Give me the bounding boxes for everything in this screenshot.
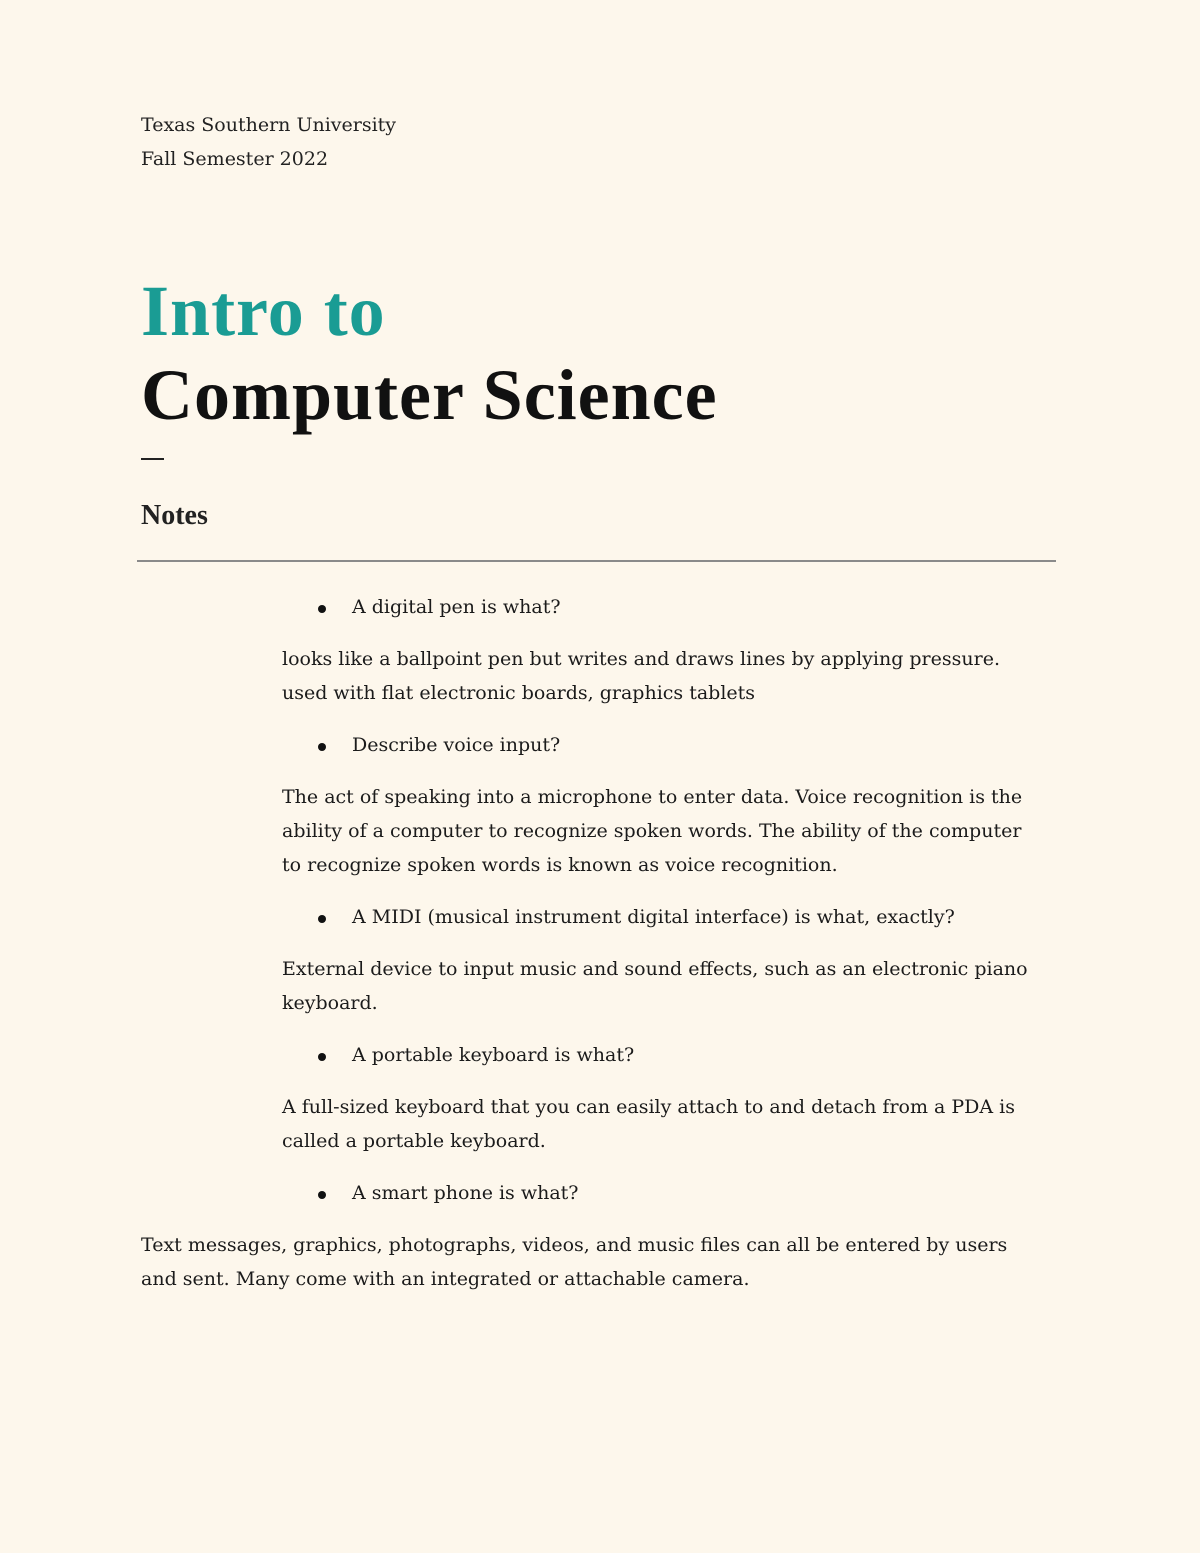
- question-text: A smart phone is what?: [352, 1182, 579, 1204]
- bullet-icon: [318, 1191, 326, 1199]
- title-divider-dash: [141, 458, 164, 460]
- answer-text: looks like a ballpoint pen but writes and draws lines by applying pressure. used with flat electronic boards, graphics tablets: [282, 648, 1000, 704]
- title-accent-line: Intro to: [141, 271, 386, 351]
- answer-text: The act of speaking into a microphone to enter data. Voice recognition is the ability of a computer to recognize spoken words. The ability of the computer to recognize spoken words is known as voice recognition.: [282, 786, 1023, 876]
- list-item-question: [318, 1176, 1200, 1210]
- institution-name: Texas Southern University: [141, 114, 397, 136]
- section-rule: [137, 560, 1056, 562]
- answer-text: A full-sized keyboard that you can easily attach to and detach from a PDA is called a portable keyboard.: [282, 1096, 1016, 1152]
- bullet-icon: [318, 743, 326, 751]
- bullet-icon: [318, 605, 326, 613]
- list-item-question: [318, 590, 1200, 624]
- semester-label: Fall Semester 2022: [141, 148, 329, 170]
- answer-text: Text messages, graphics, photographs, videos, and music files can all be entered by users and sent. Many come with an integrated or attachable camera.: [141, 1234, 1008, 1290]
- notes-list: [0, 590, 1200, 1314]
- question-text: A MIDI (musical instrument digital interface) is what, exactly?: [352, 906, 955, 928]
- section-heading-notes: Notes: [141, 500, 208, 531]
- list-item-question: [318, 900, 1200, 934]
- question-text: A digital pen is what?: [352, 596, 561, 618]
- page-title: Computer Science: [141, 355, 718, 435]
- question-text: A portable keyboard is what?: [352, 1044, 635, 1066]
- list-item-question: [318, 1038, 1200, 1072]
- bullet-icon: [318, 915, 326, 923]
- answer-text: External device to input music and sound effects, such as an electronic piano keyboard.: [282, 958, 1028, 1014]
- list-item-question: [318, 728, 1200, 762]
- question-text: Describe voice input?: [352, 734, 561, 756]
- bullet-icon: [318, 1053, 326, 1061]
